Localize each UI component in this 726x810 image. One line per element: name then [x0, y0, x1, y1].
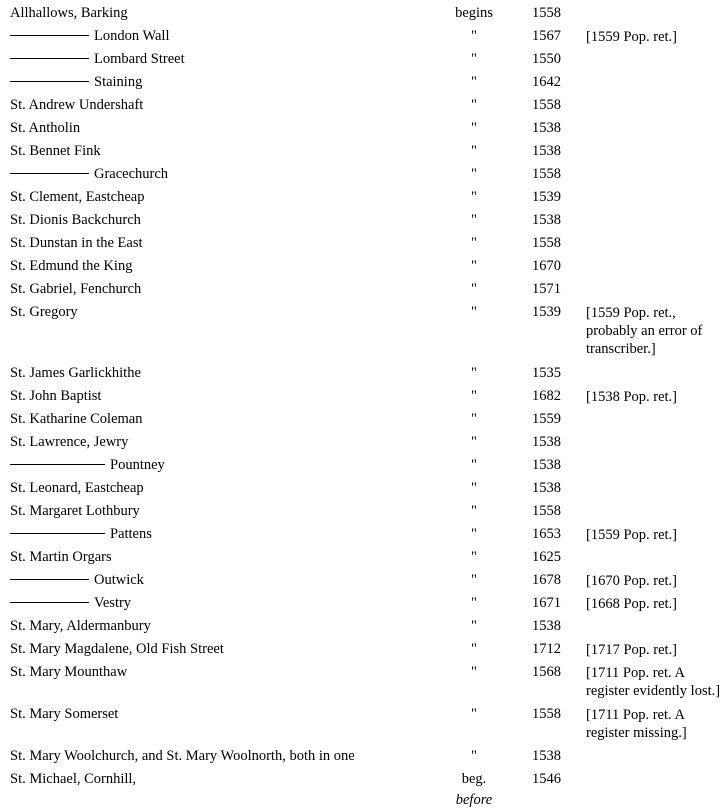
table-row	[0, 209, 726, 232]
parish-name	[10, 278, 141, 301]
year-cell: 1538	[532, 457, 561, 473]
year-cell: 1538	[532, 434, 561, 450]
begins-column	[434, 615, 514, 638]
parish-name	[10, 255, 132, 278]
year-cell: 1642	[532, 74, 561, 90]
parish-name-text: Staining	[94, 74, 143, 90]
year-cell: 1550	[532, 51, 561, 67]
begins-text: "	[471, 281, 477, 297]
parish-name	[10, 232, 143, 255]
parish-name-text: St. Gabriel, Fenchurch	[10, 281, 142, 297]
year-cell: 1538	[532, 120, 561, 136]
table-row	[0, 500, 726, 523]
begins-text: "	[471, 549, 477, 565]
begins-column	[434, 661, 514, 684]
parish-name-text: St. Leonard, Eastcheap	[10, 480, 144, 496]
parish-name-text: London Wall	[94, 28, 170, 44]
year-cell: 1535	[532, 365, 561, 381]
begins-text: "	[471, 706, 477, 722]
table-row	[0, 569, 726, 592]
table-row	[0, 2, 726, 25]
begins-column	[434, 71, 514, 94]
parish-name	[10, 638, 224, 661]
begins-text: "	[471, 235, 477, 251]
begins-text: "	[471, 526, 477, 542]
parish-name-text: St. Lawrence, Jewry	[10, 434, 129, 450]
begins-text: "	[471, 457, 477, 473]
begins-column	[434, 408, 514, 431]
begins-column	[434, 186, 514, 209]
year-cell: 1682	[532, 388, 561, 404]
begins-column	[434, 2, 514, 25]
table-row	[0, 232, 726, 255]
parish-name	[10, 2, 128, 25]
year-cell: 1538	[532, 480, 561, 496]
parish-name	[10, 186, 145, 209]
begins-text: "	[471, 258, 477, 274]
table-row	[0, 163, 726, 186]
parish-name	[10, 140, 101, 163]
note-cell: [1559 Pop. ret.]	[586, 527, 678, 543]
parish-name	[10, 768, 136, 791]
year-cell: 1558	[532, 166, 561, 182]
table-row	[0, 546, 726, 569]
parish-name	[10, 117, 80, 140]
table-row	[0, 362, 726, 385]
table-row	[0, 278, 726, 301]
begins-column	[434, 569, 514, 592]
table-row	[0, 745, 726, 768]
note-cell: [1670 Pop. ret.]	[586, 573, 678, 589]
begins-text: "	[471, 595, 477, 611]
year-cell: 1571	[532, 281, 561, 297]
begins-text: "	[471, 641, 477, 657]
parish-name	[10, 163, 168, 186]
begins-column	[434, 25, 514, 48]
table-row	[0, 71, 726, 94]
parish-name-text: St. Mary, Aldermanbury	[10, 618, 151, 634]
ditto-dash	[10, 579, 89, 580]
begins-text: "	[471, 503, 477, 519]
begins-column	[434, 232, 514, 255]
begins-text: "	[471, 365, 477, 381]
year-cell: 1625	[532, 549, 561, 565]
begins-column	[434, 638, 514, 661]
ditto-dash	[10, 173, 89, 174]
begins-text: "	[471, 618, 477, 634]
ditto-dash	[10, 58, 89, 59]
table-row	[0, 768, 726, 808]
begins-column	[434, 500, 514, 523]
parish-name-text: Outwick	[94, 572, 144, 588]
table-row	[0, 661, 726, 703]
parish-name-text: St. Michael, Cornhill,	[10, 771, 137, 787]
parish-name-text: St. Andrew Undershaft	[10, 97, 144, 113]
year-cell: 1538	[532, 212, 561, 228]
parish-name	[10, 71, 142, 94]
year-cell: 1558	[532, 5, 561, 21]
year-cell: 1558	[532, 706, 561, 722]
parish-name	[10, 408, 142, 431]
year-cell: 1678	[532, 572, 561, 588]
begins-column	[434, 768, 514, 810]
begins-text: "	[471, 166, 477, 182]
parish-name	[10, 523, 152, 546]
parish-name-text: Pattens	[110, 526, 152, 542]
parish-name	[10, 48, 185, 71]
note-cell: [1559 Pop. ret., probably an error of transcriber.]	[586, 305, 703, 357]
begins-text: "	[471, 97, 477, 113]
table-row	[0, 94, 726, 117]
ditto-dash	[10, 533, 105, 534]
year-cell: 1670	[532, 258, 561, 274]
begins-text: "	[471, 664, 477, 680]
parish-name	[10, 569, 144, 592]
parish-name	[10, 615, 151, 638]
parish-name-text: St. Katharine Coleman	[10, 411, 143, 427]
note-cell: [1668 Pop. ret.]	[586, 596, 678, 612]
begins-column	[434, 745, 514, 768]
note-cell: [1559 Pop. ret.]	[586, 29, 678, 45]
begins-text: "	[471, 480, 477, 496]
parish-name-text: Gracechurch	[94, 166, 169, 182]
begins-text: "	[471, 189, 477, 205]
begins-text: "	[471, 748, 477, 764]
begins-column	[434, 117, 514, 140]
year-cell: 1539	[532, 189, 561, 205]
parish-name	[10, 661, 127, 684]
parish-name	[10, 592, 131, 615]
year-cell: 1558	[532, 97, 561, 113]
table-row	[0, 523, 726, 546]
year-cell: 1558	[532, 235, 561, 251]
begins-column	[434, 48, 514, 71]
begins-column	[434, 278, 514, 301]
table-row	[0, 431, 726, 454]
table-row	[0, 408, 726, 431]
parish-name-text: St. Antholin	[10, 120, 81, 136]
parish-name-text: St. Clement, Eastcheap	[10, 189, 145, 205]
table-row	[0, 477, 726, 500]
parish-name	[10, 94, 143, 117]
parish-name-text: St. Mary Somerset	[10, 706, 119, 722]
year-cell: 1568	[532, 664, 561, 680]
parish-name	[10, 703, 118, 726]
parish-name	[10, 477, 144, 500]
year-cell: 1538	[532, 748, 561, 764]
begins-text: "	[471, 28, 477, 44]
ditto-dash	[10, 35, 89, 36]
parish-name-text: Lombard Street	[94, 51, 185, 67]
begins-column	[434, 255, 514, 278]
table-row	[0, 117, 726, 140]
year-cell: 1567	[532, 28, 561, 44]
parish-name-text: St. Bennet Fink	[10, 143, 101, 159]
year-cell: 1653	[532, 526, 561, 542]
parish-name	[10, 25, 170, 48]
begins-column	[434, 94, 514, 117]
parish-name	[10, 454, 165, 477]
year-cell: 1712	[532, 641, 561, 657]
before-text: before	[455, 792, 493, 808]
note-cell: [1717 Pop. ret.]	[586, 642, 678, 658]
table-row	[0, 638, 726, 661]
table-row	[0, 255, 726, 278]
ditto-dash	[10, 602, 89, 603]
parish-name-text: St. Dunstan in the East	[10, 235, 143, 251]
parish-name	[10, 745, 355, 768]
begins-column	[434, 703, 514, 726]
ditto-dash	[10, 464, 105, 465]
begins-column	[434, 301, 514, 324]
parish-name-text: St. Dionis Backchurch	[10, 212, 141, 228]
begins-column	[434, 163, 514, 186]
note-cell: [1711 Pop. ret. A register evidently lost.]	[586, 665, 721, 699]
begins-column	[434, 385, 514, 408]
begins-text: "	[471, 411, 477, 427]
parish-name	[10, 209, 141, 232]
parish-name-text: St. Martin Orgars	[10, 549, 112, 565]
parish-name	[10, 362, 141, 385]
table-row	[0, 703, 726, 745]
year-cell: 1559	[532, 411, 561, 427]
begins-text: "	[471, 572, 477, 588]
ditto-dash	[10, 81, 89, 82]
begins-column	[434, 362, 514, 385]
year-cell: 1546	[532, 771, 561, 787]
table-row	[0, 186, 726, 209]
begins-column	[434, 477, 514, 500]
begins-text: "	[471, 434, 477, 450]
year-cell: 1539	[532, 304, 561, 320]
table-row	[0, 140, 726, 163]
note-cell: [1711 Pop. ret. A register missing.]	[586, 707, 687, 741]
begins-text: beg.	[461, 771, 487, 787]
parish-name	[10, 546, 112, 569]
table-row	[0, 301, 726, 362]
begins-column	[434, 454, 514, 477]
table-row	[0, 592, 726, 615]
begins-text: begins	[455, 5, 493, 21]
parish-name	[10, 385, 101, 408]
parish-name-text: St. Edmund the King	[10, 258, 133, 274]
parish-name	[10, 301, 78, 324]
parish-name-text: St. Mary Magdalene, Old Fish Street	[10, 641, 224, 657]
begins-column	[434, 431, 514, 454]
table-row	[0, 48, 726, 71]
parish-name-text: Vestry	[94, 595, 132, 611]
parish-name	[10, 500, 140, 523]
year-cell: 1538	[532, 618, 561, 634]
begins-column	[434, 592, 514, 615]
parish-name-text: St. Mary Mounthaw	[10, 664, 128, 680]
year-cell: 1558	[532, 503, 561, 519]
begins-column	[434, 140, 514, 163]
parish-name-text: Allhallows, Barking	[10, 5, 128, 21]
note-cell: [1538 Pop. ret.]	[586, 389, 678, 405]
table-row	[0, 385, 726, 408]
parish-name-text: St. Margaret Lothbury	[10, 503, 140, 519]
begins-text: "	[471, 304, 477, 320]
year-cell: 1671	[532, 595, 561, 611]
table-row	[0, 454, 726, 477]
parish-name-text: Pountney	[110, 457, 165, 473]
begins-text: "	[471, 388, 477, 404]
table-row	[0, 615, 726, 638]
begins-text: "	[471, 51, 477, 67]
begins-column	[434, 546, 514, 569]
begins-text: "	[471, 74, 477, 90]
parish-name	[10, 431, 128, 454]
begins-text: "	[471, 120, 477, 136]
begins-text: "	[471, 143, 477, 159]
parish-name-text: St. James Garlickhithe	[10, 365, 141, 381]
begins-column	[434, 209, 514, 232]
parish-name-text: St. John Baptist	[10, 388, 102, 404]
parish-name-text: St. Gregory	[10, 304, 78, 320]
year-cell: 1538	[532, 143, 561, 159]
begins-column	[434, 523, 514, 546]
table-row	[0, 25, 726, 48]
parish-name-text: St. Mary Woolchurch, and St. Mary Woolnorth, both in one	[10, 748, 355, 764]
begins-text: "	[471, 212, 477, 228]
